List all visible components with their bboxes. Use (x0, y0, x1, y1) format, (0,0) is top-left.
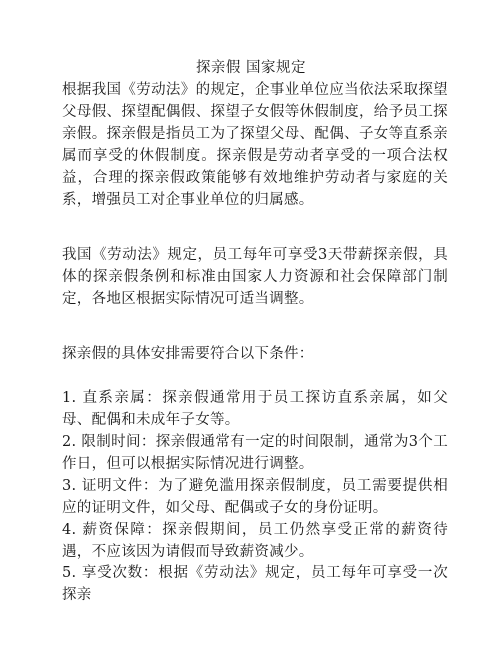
document-title: 探亲假 国家规定 (195, 60, 307, 76)
list-item-time-limit: 2. 限制时间：探亲假通常有一定的时间限制，通常为3个工作日，但可以根据实际情况进行调整。 (62, 434, 448, 472)
list-item-frequency: 5. 享受次数：根据《劳动法》规定，员工每年可享受一次探亲 (62, 565, 448, 603)
paragraph-intro: 根据我国《劳动法》的规定，企事业单位应当依法采取探望父母假、探望配偶假、探望子女假等休假制度，给予员工探亲假。探亲假是指员工为了探望父母、配偶、子女等直系亲属而享受的休假制度。探亲假是劳动者享受的一项合法权益，合理的探亲假政策能够有效地维护劳动者与家庭的关系，增强员工对企事业单位的归属感。 (62, 82, 448, 208)
list-item-proof-documents: 3. 证明文件：为了避免滥用探亲假制度，员工需要提供相应的证明文件，如父母、配偶或子女的身份证明。 (62, 478, 448, 516)
list-item-direct-relatives: 1. 直系亲属：探亲假通常用于员工探访直系亲属，如父母、配偶和未成年子女等。 (62, 390, 448, 428)
list-item-salary-guarantee: 4. 薪资保障：探亲假期间，员工仍然享受正常的薪资待遇，不应该因为请假而导致薪资减少。 (62, 522, 448, 560)
paragraph-law-provision: 我国《劳动法》规定，员工每年可享受3天带薪探亲假，具体的探亲假条例和标准由国家人力资源和社会保障部门制定，各地区根据实际情况可适当调整。 (62, 247, 448, 307)
paragraph-conditions-lead: 探亲假的具体安排需要符合以下条件： (62, 346, 314, 362)
